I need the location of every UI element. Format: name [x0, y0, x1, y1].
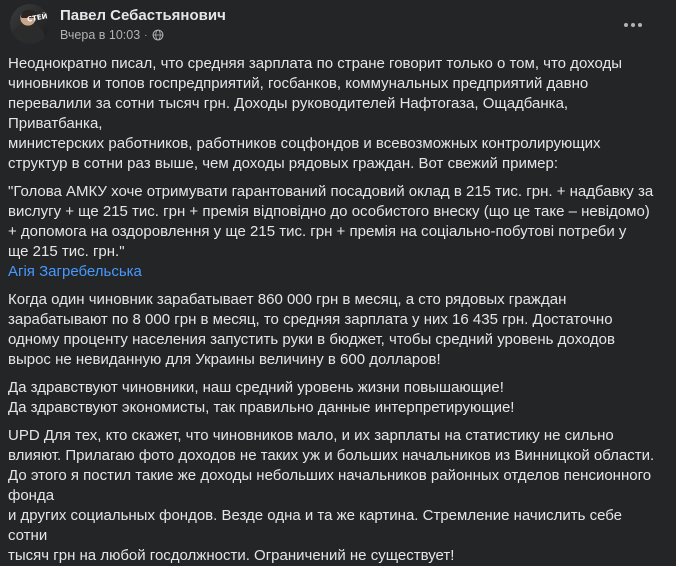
paragraph-line: влияют. Прилагаю фото доходов не таких уж и больших начальников из Винницкой области.	[8, 447, 655, 464]
paragraph-line: Да здравствуют экономисты, так правильно данные интерпретирующие!	[8, 399, 515, 416]
paragraph-line: перевалили за сотни тысяч грн. Доходы руководителей Нафтогаза, Ощадбанка, Приватбанка,	[8, 95, 569, 132]
paragraph-gap	[8, 282, 658, 290]
post-body	[8, 54, 658, 566]
post-meta	[60, 28, 164, 42]
paragraph-line: Неоднократно писал, что средняя зарплата по стране говорит только о том, что доходы	[8, 55, 622, 72]
avatar-overlay-text: СТЕЙ	[26, 12, 49, 24]
paragraph-line: чиновников и топов госпредприятий, госбанков, коммунальных предприятий давно	[8, 75, 589, 92]
paragraph-line: Когда один чиновник зарабатывает 860 000 грн в месяц, а сто рядовых граждан	[8, 291, 567, 308]
quote-line: вислугу + ще 215 тис. грн + премія відповідно до особистого внеску (що це таке – невідомо)	[8, 203, 650, 220]
paragraph-line: тысяч грн на любой госдолжности. Ограничений не существует!	[8, 547, 455, 564]
author-name[interactable]: Павел Себастьянович	[60, 7, 226, 24]
paragraph-line: зарабатывают по 8 000 грн в месяц, то средняя зарплата у них 16 435 грн. Достаточно	[8, 311, 613, 328]
meta-separator: ·	[144, 29, 148, 41]
paragraph-line: вырос не невиданную для Украины величину в 600 долларов!	[8, 351, 441, 368]
paragraph-line: министерских работников, работников соцфондов и всевозможных контролирующих	[8, 135, 601, 152]
paragraph-gap	[8, 174, 658, 182]
paragraph-line: До этого я постил такие же доходы небольших начальников районных отделов пенсионного фонда	[8, 467, 652, 504]
paragraph-line: одному проценту населения запустить руки в бюджет, чтобы средний уровень доходов	[8, 331, 615, 348]
paragraph-gap	[8, 370, 658, 378]
mention-link[interactable]: Агія Загребельська	[8, 263, 142, 280]
globe-icon[interactable]	[152, 29, 164, 41]
quote-line: + допомога на оздоровлення у ще 215 тис. грн + премія на соціально-побутові потреби у	[8, 223, 627, 240]
avatar[interactable]	[10, 4, 50, 44]
paragraph-line: структур в сотни раз выше, чем доходы рядовых граждан. Вот свежий пример:	[8, 155, 559, 172]
paragraph-line: UPD Для тех, кто скажет, что чиновников мало, и их зарплаты на статистику не сильно	[8, 427, 614, 444]
paragraph-gap	[8, 418, 658, 426]
post-header	[8, 0, 662, 50]
more-horizontal-icon	[623, 22, 643, 28]
quote-line: ще 215 тис. грн."	[8, 243, 125, 260]
paragraph-line: и других социальных фондов. Везде одна и та же картина. Стремление начислить себе сотни	[8, 507, 623, 544]
more-options-button[interactable]	[618, 10, 648, 40]
paragraph-line: Да здравствуют чиновники, наш средний уровень жизни повышающие!	[8, 379, 504, 396]
quote-line: "Голова АМКУ хоче отримувати гарантований посадовий оклад в 215 тис. грн. + надбавку за	[8, 183, 654, 200]
post-timestamp[interactable]: Вчера в 10:03	[60, 28, 141, 42]
